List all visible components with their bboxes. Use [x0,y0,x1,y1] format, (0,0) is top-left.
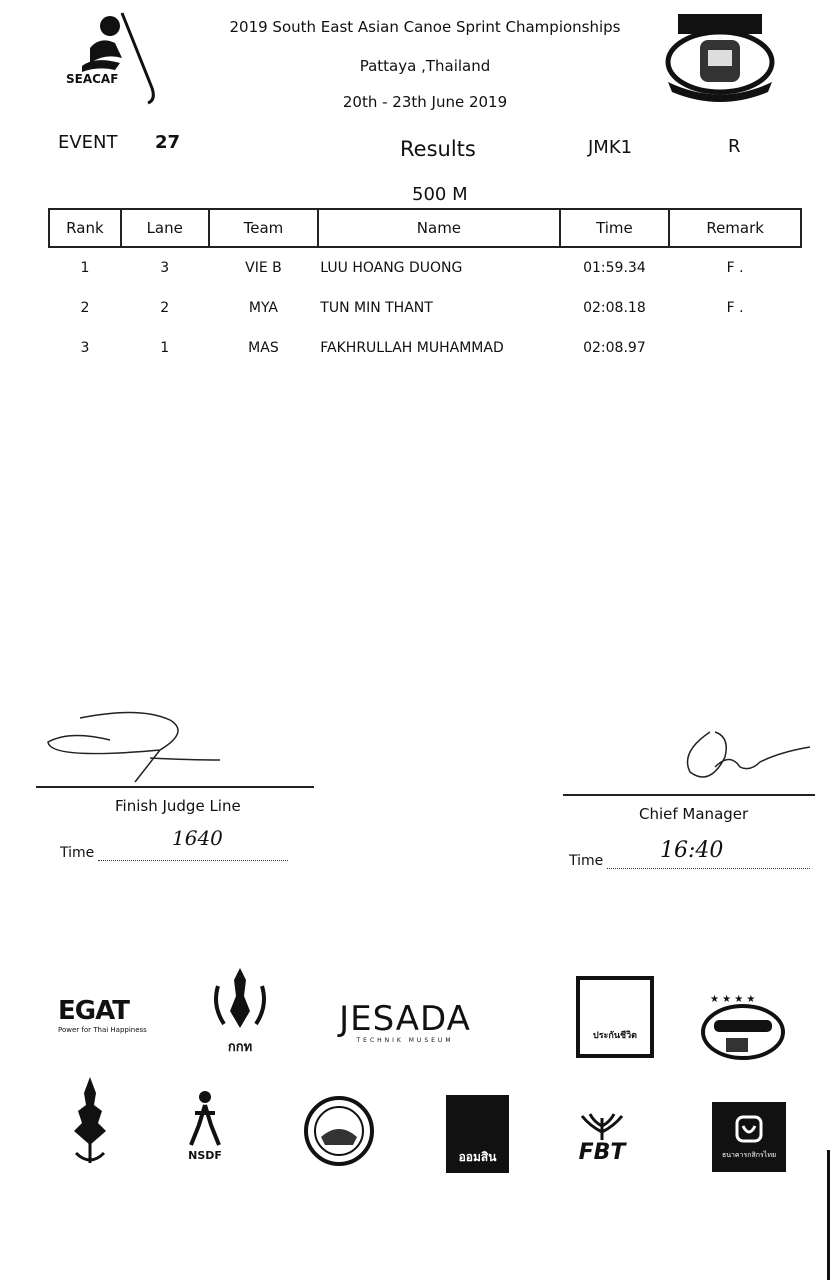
event-distance: 500 M [412,184,468,205]
col-lane: Lane [121,209,209,247]
event-label: EVENT [58,132,118,153]
table-header-row [49,209,801,247]
egat-wordmark: EGAT [58,996,129,1026]
farm-logo [700,990,786,1070]
jesada-logo [335,998,475,1046]
rank-cell: 2 [80,300,90,316]
finish-judge-line [36,786,314,788]
right-time-label: Time [569,853,604,869]
col-team: Team [209,209,319,247]
time-cell: 02:08.18 [583,300,646,316]
org-label: SEACAF [66,72,119,86]
bank-emblem-icon [734,1114,764,1144]
name-cell: LUU HOANG DUONG [320,260,463,276]
lane-cell: 2 [160,300,170,316]
event-round: R [728,136,741,157]
rank-cell: 1 [80,260,90,276]
results-table [48,208,802,368]
left-time-label: Time [60,845,95,861]
bank-label: ธนาคารกสิกรไทย [721,1150,777,1159]
seacaf-logo [60,8,185,108]
remark-cell [669,328,801,368]
wheat-icon [572,1112,632,1140]
table-row [49,288,801,328]
circular-seal-icon [303,1095,375,1167]
team-cell: MYA [248,300,278,316]
championship-title: 2019 South East Asian Canoe Sprint Championships [229,18,621,36]
col-remark: Remark [669,209,801,247]
kkt-label: กกท [227,1039,253,1055]
page-edge-shadow [827,1150,830,1280]
lane-cell: 1 [160,340,170,356]
event-category: JMK1 [588,137,633,158]
fbt-label: FBT [578,1139,626,1165]
navy-logo [68,1075,112,1167]
kkt-logo [205,965,275,1057]
chief-manager-signature [670,722,820,796]
name-cell: TUN MIN THANT [320,300,433,316]
time-cell: 01:59.34 [583,260,646,276]
signature-scribble-icon [670,722,820,792]
team-cell: VIE B [245,260,282,276]
team-cell: MAS [248,340,279,356]
rank-cell: 3 [80,340,90,356]
emblem-icon [210,966,270,1036]
jesada-wordmark: JESADA [339,998,471,1039]
finish-judge-label: Finish Judge Line [115,797,241,815]
col-rank: Rank [49,209,121,247]
table-row [49,247,801,288]
aomsin-label: ออมสิน [458,1150,497,1164]
remark-cell: F . [726,260,744,276]
bank-logo [712,1102,786,1172]
col-name: Name [318,209,559,247]
insurance-logo [576,976,654,1058]
col-time: Time [560,209,670,247]
canoe-logo-icon [60,8,185,108]
time-cell: 02:08.97 [583,340,646,356]
seal-logo [303,1095,375,1167]
farm-badge-icon [700,990,786,1070]
left-time-value: 1640 [172,826,223,850]
egat-tagline: Power for Thai Happiness [58,1026,147,1034]
right-time-value: 16:40 [660,838,724,863]
svg-text:★ ★ ★ ★: ★ ★ ★ ★ [710,994,756,1005]
event-location: Pattaya ,Thailand [359,57,491,75]
event-number: 27 [155,132,181,153]
crest-emblem-icon [660,12,780,107]
results-label: Results [400,137,476,161]
lane-cell: 3 [160,260,170,276]
chief-manager-label: Chief Manager [639,805,749,823]
nsdf-logo [170,1076,240,1174]
insurance-label: ประกันชีวิต [593,1031,637,1041]
royal-crest [660,12,780,107]
event-dates: 20th - 23th June 2019 [342,93,508,111]
finish-judge-signature [40,710,240,789]
nsdf-label: NSDF [188,1148,222,1162]
chief-manager-line [563,794,815,796]
fbt-logo [568,1108,636,1168]
remark-cell: F . [726,300,744,316]
egat-logo [58,990,154,1040]
name-cell: FAKHRULLAH MUHAMMAD [320,340,504,356]
jesada-subtitle: TECHNIK MUSEUM [356,1036,454,1044]
torch-runner-icon [185,1089,225,1149]
table-row [49,328,801,368]
aomsin-logo [446,1095,509,1173]
signature-scribble-icon [40,710,240,785]
anchor-emblem-icon [68,1075,112,1167]
